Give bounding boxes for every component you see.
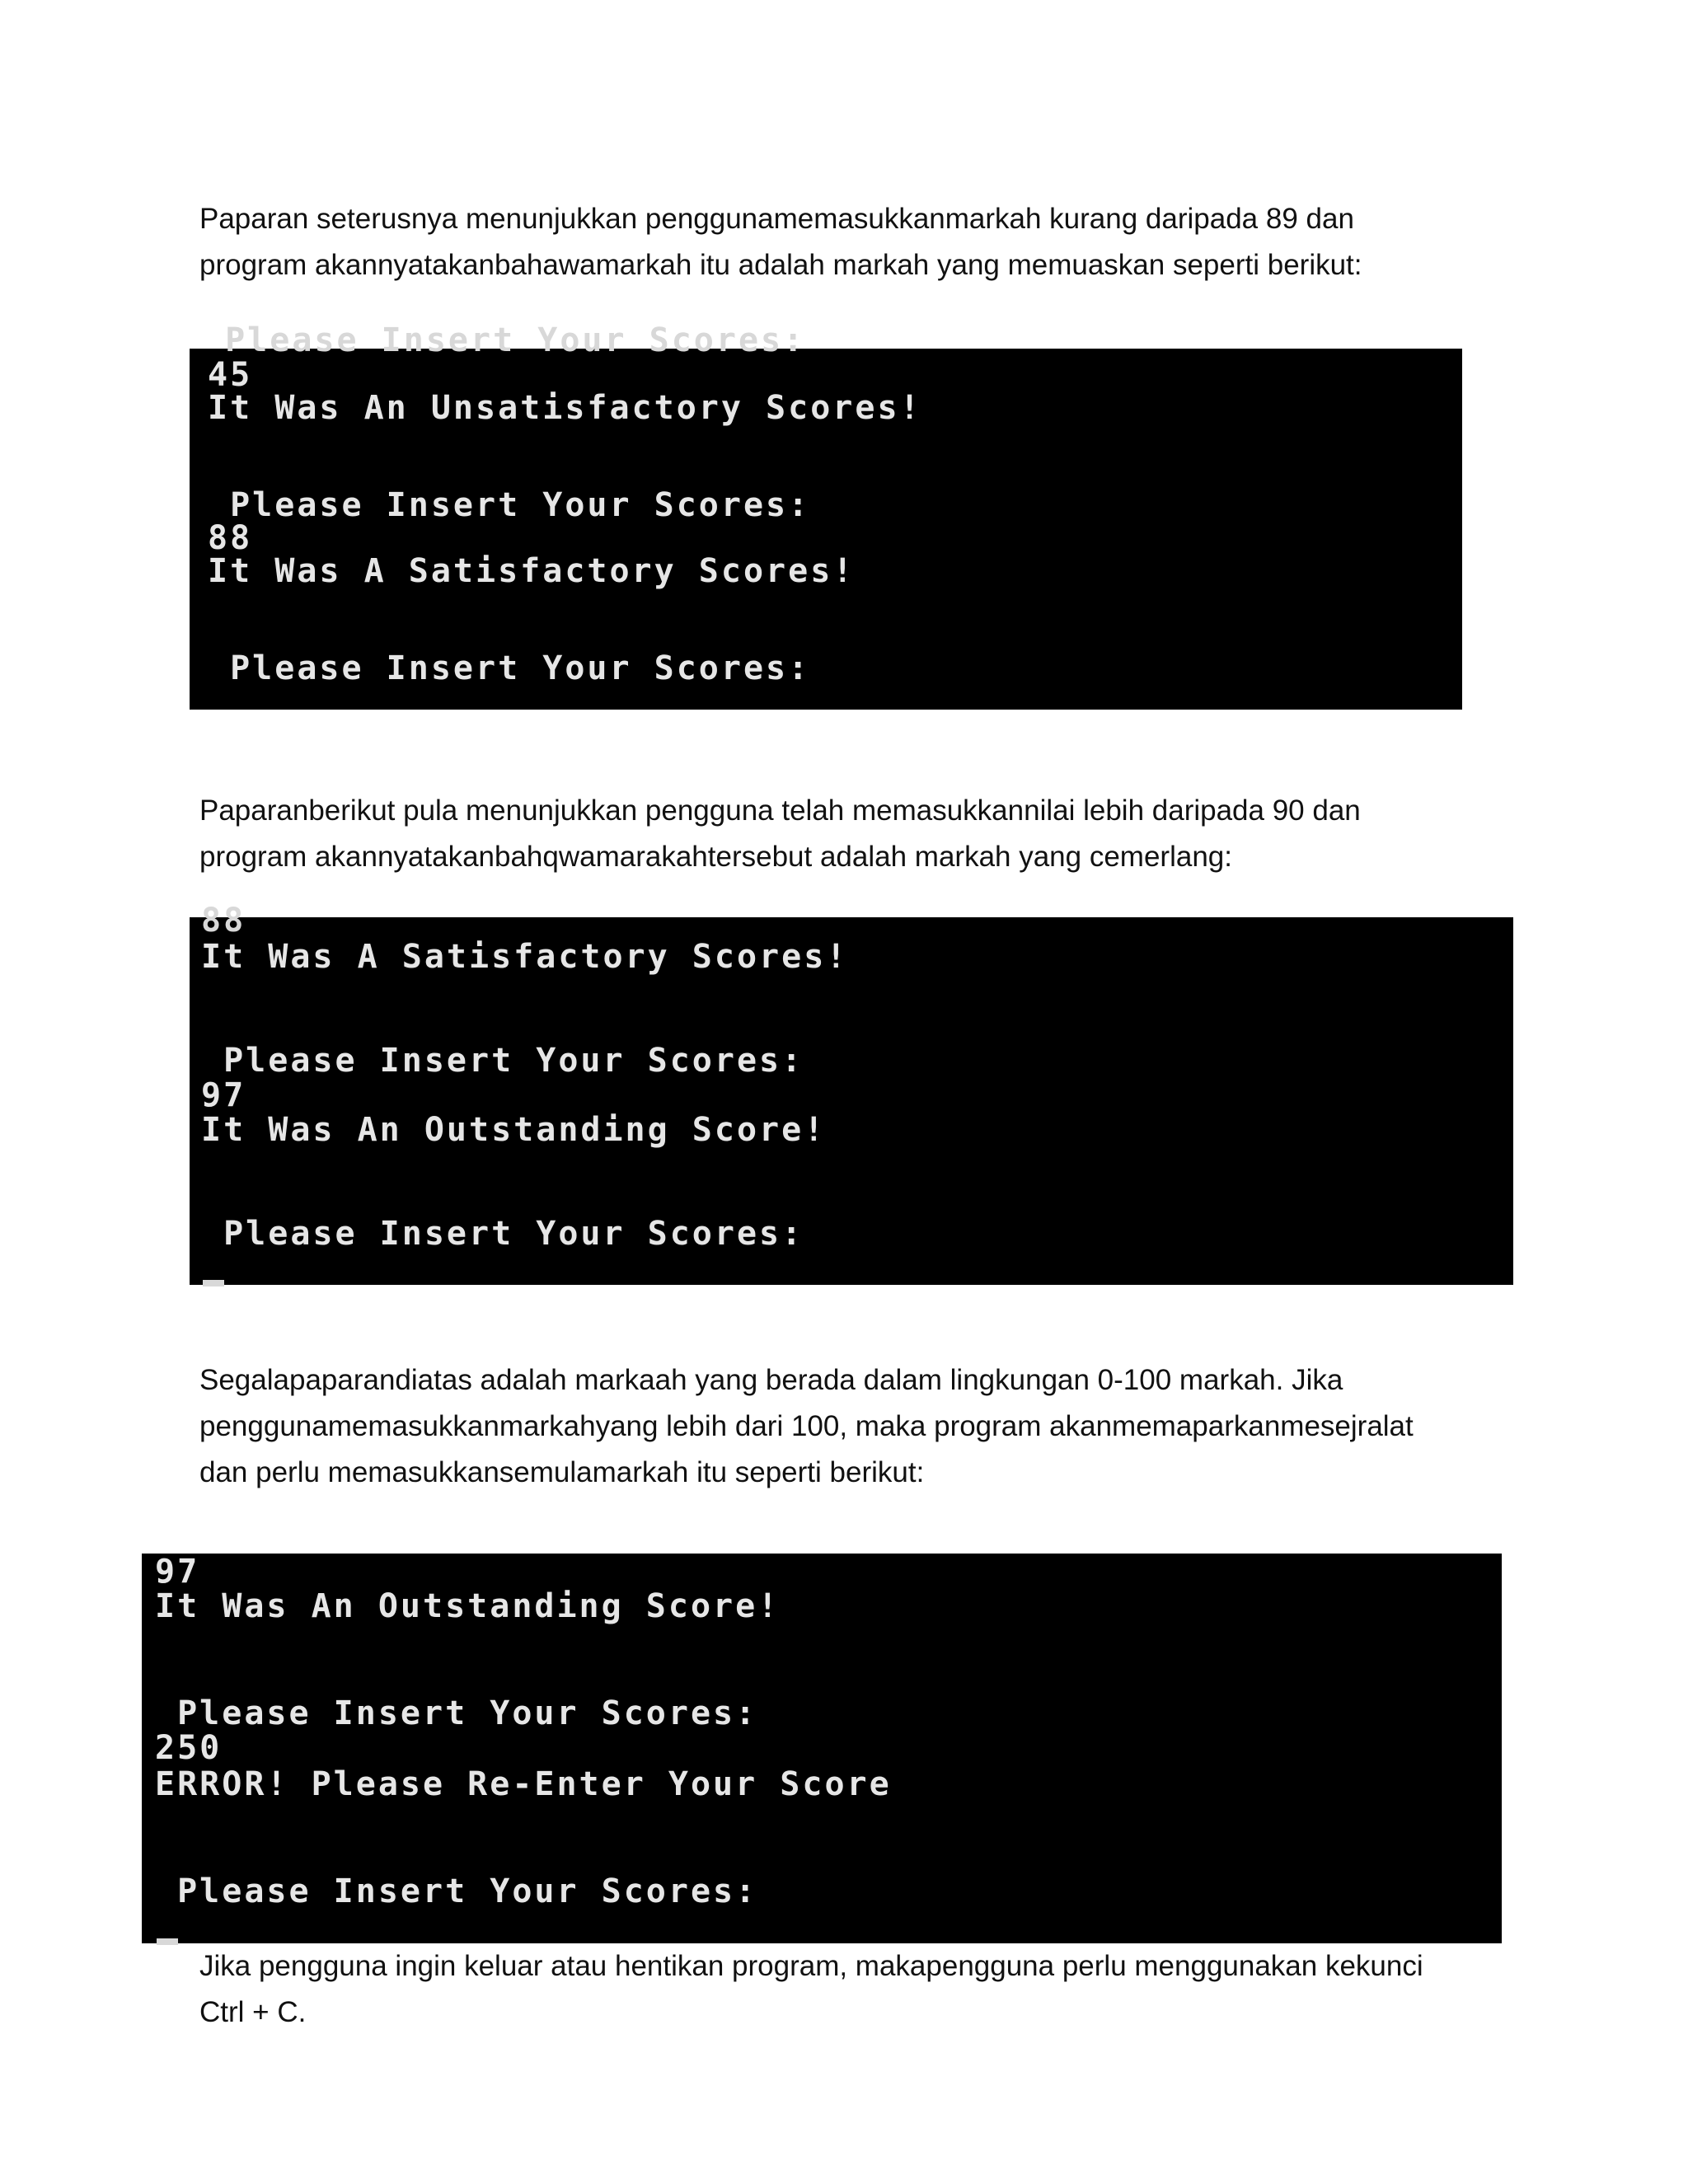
paragraph-line: program akannyatakanbahawamarkah itu adalah markah yang memuaskan seperti berikut: [199,249,1362,281]
console-screenshot-satisfactory [190,321,1462,710]
console-screenshot-outstanding [190,902,1513,1285]
paragraph-line: Paparanberikut pula menunjukkan pengguna telah memasukkannilai lebih daripada 90 dan [199,794,1361,827]
console-line: 97 [201,1076,246,1114]
console-line-cut: Please Insert Your Scores: [203,321,806,359]
paragraph-line: Ctrl + C. [199,1996,307,2028]
console-line: It Was An Outstanding Score! [201,1111,827,1149]
console-line: It Was A Satisfactory Scores! [201,938,849,976]
console-line: Please Insert Your Scores: [155,1872,758,1910]
paragraph-error-description [199,1357,1502,1496]
console-line: Please Insert Your Scores: [201,1215,804,1253]
paragraph-line: penggunamemasukkanmarkahyang lebih dari 100, maka program akanmemaparkanmesejralat [199,1410,1414,1442]
paragraph-intro-outstanding [199,788,1502,880]
console-line: 250 [155,1729,223,1767]
console-line: It Was An Outstanding Score! [155,1587,781,1625]
console-line: 97 [155,1553,200,1591]
console-line: Please Insert Your Scores: [201,1042,804,1080]
console-line-cut: 88 [201,902,246,940]
console-line: Please Insert Your Scores: [208,649,811,687]
console-line: Please Insert Your Scores: [208,486,811,524]
paragraph-line: Paparan seterusnya menunjukkan penggunamemasukkanmarkah kurang daripada 89 dan [199,203,1354,235]
console-line: It Was A Satisfactory Scores! [208,552,856,590]
console-cursor [157,1938,178,1945]
console-line: It Was An Unsatisfactory Scores! [208,389,922,427]
paragraph-line: dan perlu memasukkansemulamarkah itu seperti berikut: [199,1456,925,1488]
paragraph-line: program akannyatakanbahqwamarakahtersebut adalah markah yang cemerlang: [199,841,1232,873]
paragraph-intro-satisfactory [199,196,1502,288]
paragraph-exit-instruction [199,1943,1502,2036]
console-cursor [203,1280,224,1286]
console-line: Please Insert Your Scores: [155,1694,758,1732]
paragraph-line: Jika pengguna ingin keluar atau hentikan program, makapengguna perlu menggunakan kekunci [199,1950,1423,1982]
console-line: 88 [208,519,253,557]
console-line: ERROR! Please Re-Enter Your Score [155,1765,892,1803]
paragraph-line: Segalapaparandiatas adalah markaah yang berada dalam lingkungan 0-100 markah. Jika [199,1364,1343,1396]
console-line: 45 [208,356,253,394]
console-screenshot-error [142,1554,1502,1943]
